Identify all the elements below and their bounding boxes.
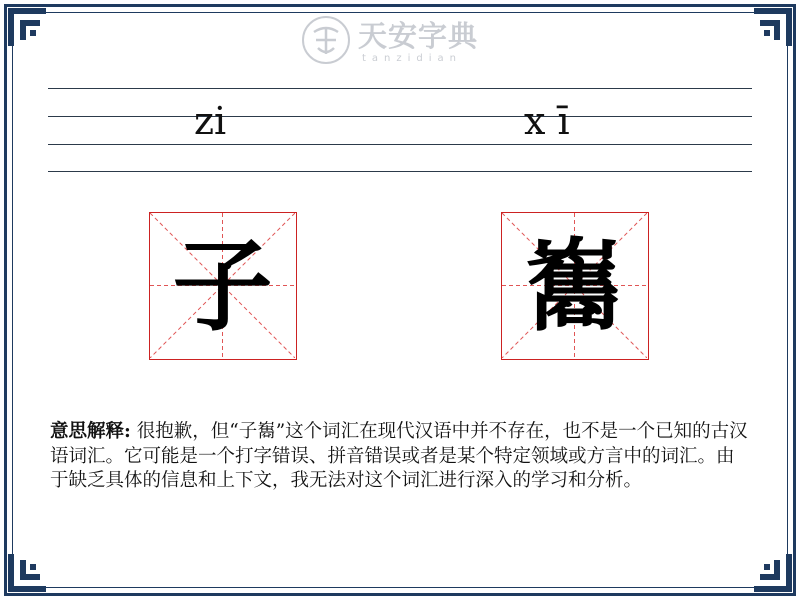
corner-ornament-icon <box>750 550 794 594</box>
meaning-explanation <box>50 420 750 494</box>
character-1: 子 <box>172 226 273 345</box>
pinyin-rule <box>48 116 752 117</box>
meaning-text: 很抱歉，但“子雟”这个词汇在现代汉语中并不存在，也不是一个已知的古汉语词汇。它可能是一个打字错误、拼音错误或者是某个特定领域或方言中的词汇。由于缺乏具体的信息和上下文，我无法对这个词汇进行深入的学习和分析。 <box>50 421 748 491</box>
character-box-1 <box>149 212 297 360</box>
corner-ornament-icon <box>6 550 50 594</box>
character-2: 雟 <box>524 226 625 345</box>
pinyin-2: x ī <box>524 99 570 143</box>
corner-ornament-icon <box>750 6 794 50</box>
logo-title: 天安字典 <box>358 19 479 53</box>
pinyin-1: zi <box>194 99 227 143</box>
seal-icon <box>302 16 350 64</box>
pinyin-rule <box>48 171 752 172</box>
meaning-label: 意思解释: <box>50 421 131 442</box>
logo-subtitle: tanzidian <box>362 53 463 64</box>
pinyin-rule <box>48 88 752 89</box>
pinyin-rule <box>48 144 752 145</box>
pinyin-lines <box>48 88 752 174</box>
character-box-2 <box>501 212 649 360</box>
logo-watermark <box>300 14 500 68</box>
corner-ornament-icon <box>6 6 50 50</box>
